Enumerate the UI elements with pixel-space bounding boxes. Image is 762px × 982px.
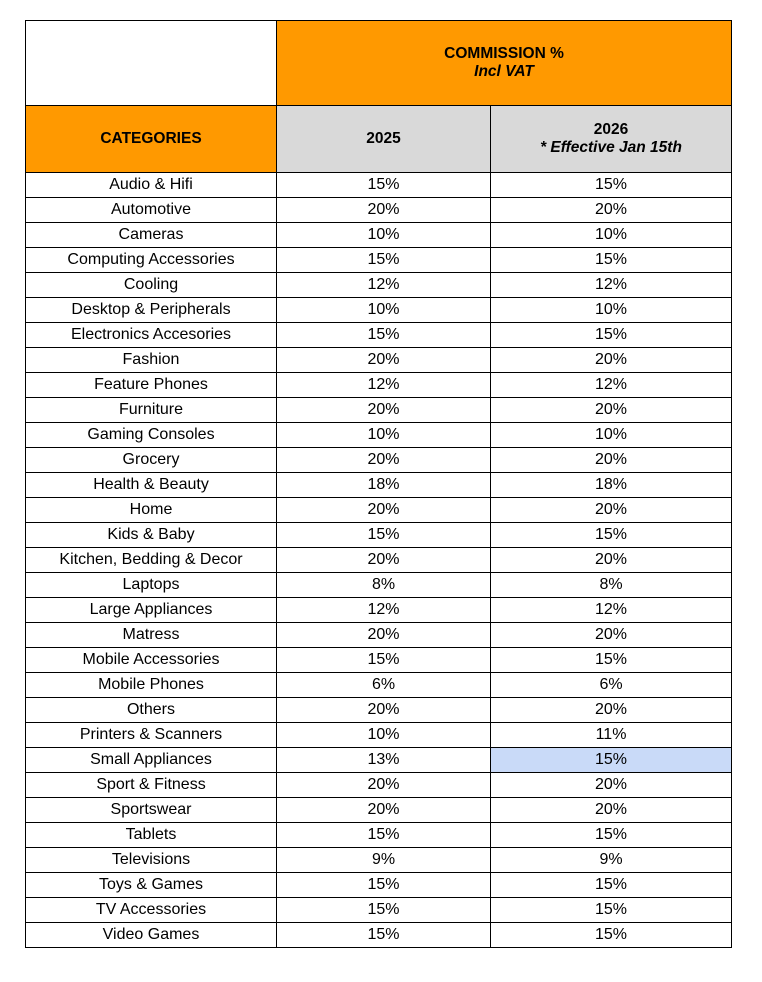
commission-title: COMMISSION % (444, 45, 564, 63)
table-row (26, 273, 732, 298)
rate-2026-cell: 8% (491, 573, 732, 598)
rate-2026-cell: 20% (491, 448, 732, 473)
table-row (26, 648, 732, 673)
category-cell: Sport & Fitness (26, 773, 277, 798)
rate-2026-cell: 15% (491, 748, 732, 773)
table-row (26, 498, 732, 523)
table-row (26, 873, 732, 898)
rate-2025-cell: 15% (277, 873, 491, 898)
table-row (26, 473, 732, 498)
rate-2025-cell: 12% (277, 273, 491, 298)
table-row (26, 298, 732, 323)
rate-2026-cell: 11% (491, 723, 732, 748)
blank-corner-cell (26, 21, 277, 106)
rate-2025-cell: 20% (277, 623, 491, 648)
table-row (26, 673, 732, 698)
category-cell: Mobile Phones (26, 673, 277, 698)
category-cell: Others (26, 698, 277, 723)
category-cell: Grocery (26, 448, 277, 473)
table-row (26, 523, 732, 548)
category-cell: Mobile Accessories (26, 648, 277, 673)
rate-2025-cell: 10% (277, 298, 491, 323)
rate-2026-cell: 20% (491, 398, 732, 423)
category-cell: Televisions (26, 848, 277, 873)
rate-2026-cell: 20% (491, 198, 732, 223)
category-cell: Fashion (26, 348, 277, 373)
rate-2025-cell: 10% (277, 723, 491, 748)
rate-2026-cell: 18% (491, 473, 732, 498)
category-cell: Furniture (26, 398, 277, 423)
category-cell: Toys & Games (26, 873, 277, 898)
category-cell: Feature Phones (26, 373, 277, 398)
rate-2025-cell: 15% (277, 898, 491, 923)
rate-2025-cell: 12% (277, 373, 491, 398)
category-cell: Desktop & Peripherals (26, 298, 277, 323)
rate-2025-cell: 20% (277, 698, 491, 723)
table-row (26, 198, 732, 223)
rate-2025-cell: 12% (277, 598, 491, 623)
rate-2025-cell: 20% (277, 548, 491, 573)
rate-2026-cell: 15% (491, 523, 732, 548)
rate-2025-cell: 6% (277, 673, 491, 698)
category-cell: TV Accessories (26, 898, 277, 923)
rate-2026-cell: 10% (491, 223, 732, 248)
table-row (26, 623, 732, 648)
category-cell: Video Games (26, 923, 277, 948)
category-cell: Tablets (26, 823, 277, 848)
commission-table (25, 20, 732, 948)
commission-header-cell (277, 21, 732, 106)
rate-2025-cell: 15% (277, 923, 491, 948)
rate-2026-cell: 20% (491, 623, 732, 648)
year-2026-note: * Effective Jan 15th (540, 139, 682, 156)
rate-2026-cell: 6% (491, 673, 732, 698)
rate-2026-cell: 15% (491, 923, 732, 948)
table-row (26, 848, 732, 873)
table-row (26, 323, 732, 348)
rate-2025-cell: 15% (277, 648, 491, 673)
category-cell: Matress (26, 623, 277, 648)
table-row (26, 223, 732, 248)
category-cell: Laptops (26, 573, 277, 598)
rate-2026-cell: 10% (491, 298, 732, 323)
commission-subtitle: Incl VAT (474, 63, 534, 80)
rate-2026-cell: 12% (491, 273, 732, 298)
rate-2025-cell: 15% (277, 523, 491, 548)
year-2025-header-cell (277, 106, 491, 173)
year-2026-label: 2026 (593, 121, 629, 139)
category-cell: Kids & Baby (26, 523, 277, 548)
category-cell: Home (26, 498, 277, 523)
categories-header-cell (26, 106, 277, 173)
table-row (26, 373, 732, 398)
rate-2025-cell: 15% (277, 173, 491, 198)
table-row (26, 748, 732, 773)
table-row (26, 423, 732, 448)
rate-2025-cell: 20% (277, 798, 491, 823)
rate-2026-cell: 20% (491, 348, 732, 373)
category-cell: Cooling (26, 273, 277, 298)
table-row (26, 823, 732, 848)
rate-2025-cell: 8% (277, 573, 491, 598)
rate-2026-cell: 15% (491, 898, 732, 923)
table-row (26, 698, 732, 723)
rate-2025-cell: 20% (277, 198, 491, 223)
rate-2026-cell: 15% (491, 873, 732, 898)
rate-2026-cell: 12% (491, 373, 732, 398)
rate-2026-cell: 15% (491, 323, 732, 348)
rate-2025-cell: 15% (277, 248, 491, 273)
table-row (26, 173, 732, 198)
rate-2025-cell: 18% (277, 473, 491, 498)
rate-2026-cell: 15% (491, 648, 732, 673)
rate-2025-cell: 15% (277, 823, 491, 848)
category-cell: Gaming Consoles (26, 423, 277, 448)
category-cell: Sportswear (26, 798, 277, 823)
rate-2025-cell: 20% (277, 448, 491, 473)
table-row (26, 723, 732, 748)
table-row (26, 548, 732, 573)
category-cell: Small Appliances (26, 748, 277, 773)
table-row (26, 348, 732, 373)
header-row-columns (26, 106, 732, 173)
header-row-top (26, 21, 732, 106)
rate-2026-cell: 10% (491, 423, 732, 448)
rate-2025-cell: 9% (277, 848, 491, 873)
rate-2026-cell: 20% (491, 498, 732, 523)
rate-2026-cell: 15% (491, 823, 732, 848)
category-cell: Kitchen, Bedding & Decor (26, 548, 277, 573)
rate-2026-cell: 20% (491, 548, 732, 573)
rate-2025-cell: 20% (277, 773, 491, 798)
table-row (26, 773, 732, 798)
rate-2026-cell: 15% (491, 248, 732, 273)
table-row (26, 248, 732, 273)
rate-2025-cell: 10% (277, 423, 491, 448)
year-2026-header-cell (491, 106, 732, 173)
category-cell: Printers & Scanners (26, 723, 277, 748)
category-cell: Health & Beauty (26, 473, 277, 498)
rate-2025-cell: 20% (277, 348, 491, 373)
rate-2025-cell: 10% (277, 223, 491, 248)
rate-2026-cell: 20% (491, 773, 732, 798)
category-cell: Audio & Hifi (26, 173, 277, 198)
rate-2025-cell: 20% (277, 398, 491, 423)
rate-2026-cell: 15% (491, 173, 732, 198)
rate-2026-cell: 9% (491, 848, 732, 873)
category-cell: Cameras (26, 223, 277, 248)
table-row (26, 573, 732, 598)
table-row (26, 923, 732, 948)
table-row (26, 898, 732, 923)
category-cell: Automotive (26, 198, 277, 223)
category-cell: Large Appliances (26, 598, 277, 623)
rate-2025-cell: 15% (277, 323, 491, 348)
table-row (26, 398, 732, 423)
year-2025-label: 2025 (366, 130, 401, 148)
category-cell: Computing Accessories (26, 248, 277, 273)
table-row (26, 798, 732, 823)
category-cell: Electronics Accesories (26, 323, 277, 348)
rate-2026-cell: 20% (491, 798, 732, 823)
categories-label: CATEGORIES (100, 130, 202, 148)
rate-2026-cell: 12% (491, 598, 732, 623)
rate-2025-cell: 13% (277, 748, 491, 773)
rate-2026-cell: 20% (491, 698, 732, 723)
table-row (26, 448, 732, 473)
table-row (26, 598, 732, 623)
rate-2025-cell: 20% (277, 498, 491, 523)
